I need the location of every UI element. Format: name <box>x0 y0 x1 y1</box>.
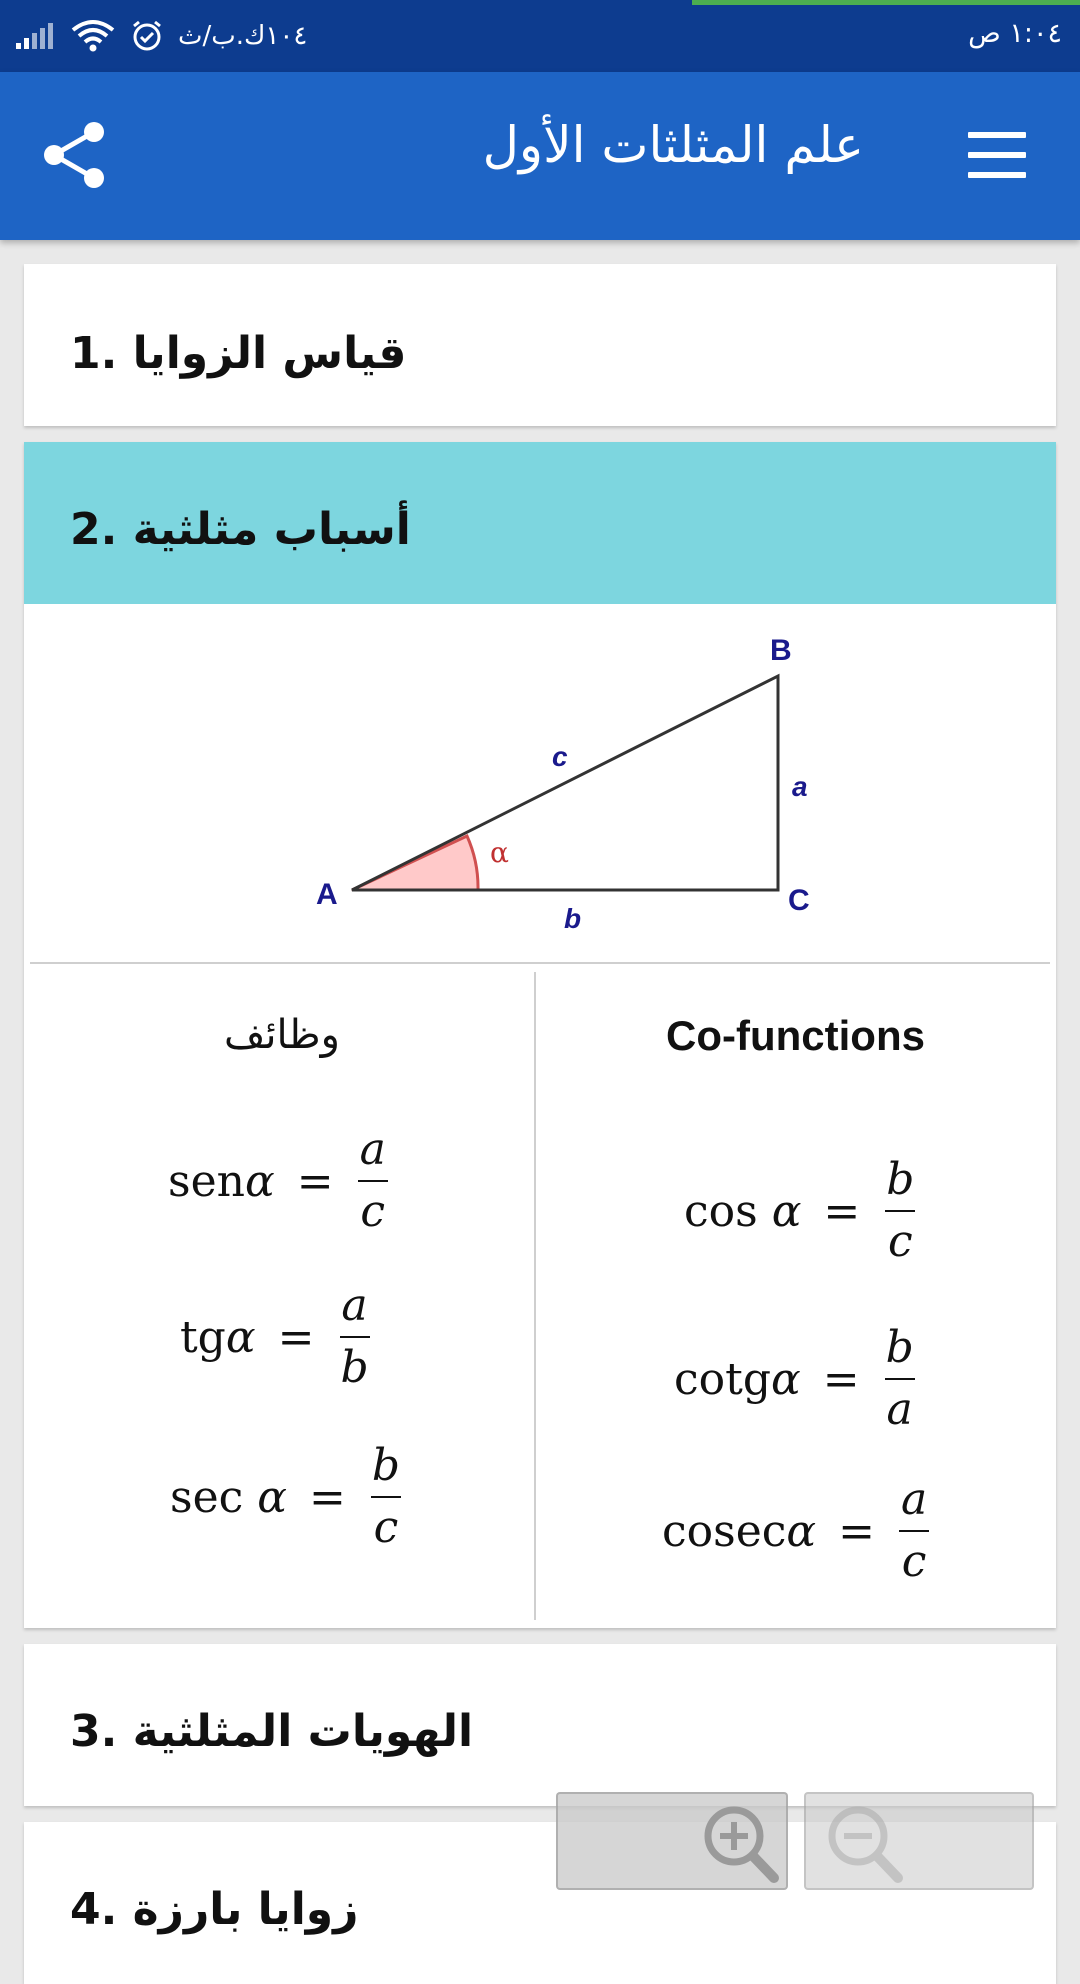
zoom-out-icon <box>818 1796 914 1886</box>
side-b-label: b <box>564 903 582 930</box>
triangle-shape <box>352 676 778 890</box>
column-divider <box>534 972 536 1620</box>
share-icon[interactable] <box>40 120 110 190</box>
page-title: علم المثلثات الأول <box>482 116 864 174</box>
signal-icon <box>14 21 56 51</box>
right-triangle-diagram <box>274 610 834 930</box>
vertex-c-label: C <box>788 884 810 917</box>
zoom-out-button[interactable] <box>804 1792 1034 1890</box>
status-icons <box>14 14 307 58</box>
menu-icon[interactable] <box>968 132 1026 178</box>
zoom-controls <box>556 1792 1036 1888</box>
formula-sec: sec α = $\frac{b}{c}$ <box>170 1440 401 1553</box>
section-title-1: قياس الزوايا .1 <box>70 328 407 379</box>
network-speed: ١٠٤ك.ب/ث <box>178 21 308 51</box>
vertex-b-label: B <box>770 634 792 667</box>
table-divider <box>30 962 1050 964</box>
section-card-2[interactable] <box>24 442 1056 1628</box>
formula-sen: senα = $\frac{a}{c}$ <box>168 1124 386 1237</box>
wifi-icon <box>70 19 116 53</box>
side-c-label: c <box>552 741 568 772</box>
section-card-3[interactable] <box>24 1644 1056 1806</box>
alarm-icon <box>130 19 164 53</box>
cofunctions-header: Co-functions <box>666 1012 925 1059</box>
formula-cosec: cosecα = $\frac{a}{c}$ <box>662 1474 928 1587</box>
app-bar <box>0 72 1080 240</box>
formula-cos: cos α = $\frac{b}{c}$ <box>684 1154 915 1267</box>
loading-progress-bar <box>692 0 1080 5</box>
functions-header: وظائف <box>224 1012 340 1058</box>
formula-tg: tgα = $\frac{a}{b}$ <box>180 1280 369 1393</box>
section-title-3: الهويات المثلثية .3 <box>70 1706 474 1757</box>
side-a-label: a <box>792 771 808 802</box>
section-card-1[interactable] <box>24 264 1056 426</box>
status-bar <box>0 0 1080 72</box>
formula-cotg: cotgα = $\frac{b}{a}$ <box>674 1322 914 1435</box>
zoom-in-icon <box>694 1796 790 1886</box>
section-title-4: زوايا بارزة .4 <box>70 1884 359 1935</box>
zoom-in-button[interactable] <box>556 1792 788 1890</box>
vertex-a-label: A <box>316 878 338 911</box>
status-time: ١:٠٤ ص <box>968 18 1062 49</box>
angle-alpha-label: α <box>490 836 509 869</box>
section-title-2: أسباب مثلثية .2 <box>70 504 411 555</box>
